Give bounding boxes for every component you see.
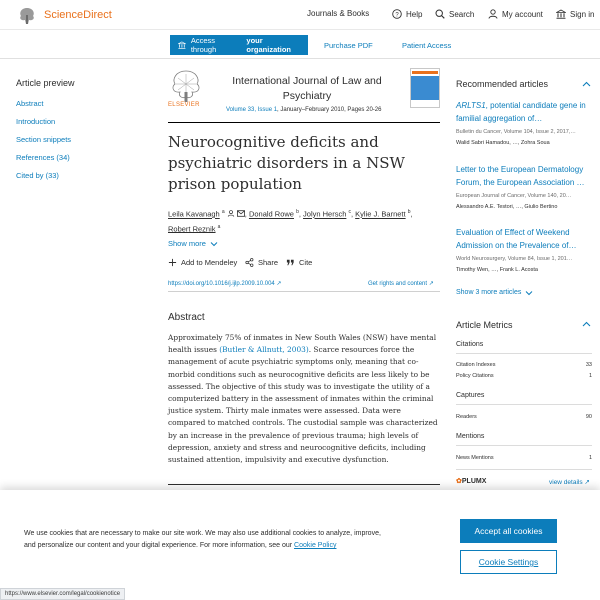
metric-value: 1 — [588, 455, 592, 461]
show-more-button[interactable] — [168, 239, 218, 248]
author-affiliation: b — [296, 209, 299, 215]
chevron-down-icon — [525, 290, 533, 296]
abstract-heading: Abstract — [168, 312, 205, 323]
recommended-article-link[interactable]: Evaluation of Effect of Weekend Admission on the Prevalence of… — [456, 228, 577, 250]
metrics-category: Captures — [456, 392, 485, 399]
metric-row — [456, 373, 592, 379]
left-nav-cited-by[interactable]: Cited by (33) — [16, 171, 59, 180]
help-icon — [392, 9, 402, 19]
view-details-link[interactable] — [549, 478, 590, 486]
chevron-up-icon[interactable] — [582, 320, 591, 329]
patient-access-link[interactable]: Patient Access — [402, 41, 452, 50]
author-link[interactable]: Robert Reznik — [168, 224, 216, 233]
accept-all-cookies-button[interactable]: Accept all cookies — [460, 519, 557, 543]
help-label: Help — [406, 9, 423, 19]
journals-books-link[interactable] — [307, 9, 369, 18]
elsevier-tree-logo-icon[interactable] — [16, 5, 38, 25]
sign-in-label: Sign in — [570, 9, 595, 19]
author-affiliation: a — [217, 223, 221, 230]
add-to-mendeley-button[interactable] — [168, 258, 237, 267]
recommended-article-authors: Timothy Wen, …, Frank L. Acosta — [456, 267, 538, 273]
sign-in-link[interactable] — [556, 9, 594, 19]
metric-row — [456, 362, 592, 368]
author-affiliation: c — [348, 209, 351, 215]
metric-value: 33 — [585, 362, 592, 368]
cite-button[interactable] — [286, 258, 312, 267]
recommended-article-source: Bulletin du Cancer, Volume 104, Issue 2, 2017,… — [456, 129, 576, 135]
plumx-logo — [456, 477, 486, 485]
article-metrics-heading[interactable]: Article Metrics — [456, 320, 513, 330]
left-nav-section-snippets[interactable]: Section snippets — [16, 135, 72, 144]
issue-date-pages: , January–February 2010, Pages 20-26 — [277, 107, 382, 113]
access-prefix-label: Access through — [190, 36, 217, 54]
recommended-article-link[interactable]: ARLTS1, potential candidate gene in familial aggregation of… — [456, 101, 586, 123]
plumx-wordmark: PLUMX — [461, 478, 487, 485]
my-account-label: My account — [502, 9, 543, 19]
cookie-message: We use cookies that are necessary to make our site work. We may also use additional cookies to analyze, improve, and personalize our content and your digital experience. For more information, see our — [24, 530, 381, 549]
recommended-article-authors: Walid Sabri Hamadou, …, Zohra Soua — [456, 140, 550, 146]
journal-cover-accent — [412, 71, 438, 74]
doi-link[interactable] — [168, 280, 281, 287]
article-title: Neurocognitive deficits and psychiatric disorders in a NSW prison population — [168, 133, 405, 193]
author-link[interactable]: Kylie J. Barnett — [355, 209, 406, 219]
divider — [168, 291, 440, 292]
volume-issue-link[interactable]: Volume 33, Issue 1 — [226, 107, 278, 113]
show-more-articles-label: Show 3 more articles — [456, 289, 522, 296]
cookie-policy-link[interactable]: Cookie Policy — [294, 542, 337, 549]
metrics-category: Citations — [456, 341, 484, 348]
chevron-up-icon[interactable] — [582, 80, 591, 89]
abstract-text-start: Approximately 75% of inmates in New South Wales (NSW) have mental health issues — [168, 333, 437, 355]
my-account-link[interactable] — [488, 9, 543, 19]
show-more-label: Show more — [168, 239, 206, 248]
author-affiliation: b — [407, 209, 411, 215]
author-link[interactable]: Donald Rowe — [248, 209, 294, 219]
sciencedirect-brand[interactable]: ScienceDirect — [44, 9, 112, 21]
rights-label: Get rights and content — [368, 281, 428, 287]
author-link[interactable]: Jolyn Hersch — [303, 209, 347, 219]
svg-text:?: ? — [395, 12, 399, 19]
recommended-article-link[interactable]: Letter to the European Dermatology Forum, the European Association … — [456, 165, 585, 187]
journal-issue-meta — [226, 107, 381, 113]
access-organization-label: your organization — [246, 36, 292, 54]
left-nav-abstract[interactable]: Abstract — [16, 99, 44, 108]
abstract-text-end: . Scarce resources force the management of acute psychiatric symptoms only, meaning that co-morbid conditions such as neurocognitive deficits are less likely to be assessed. The objective of this study was to investigate the utility of a computerized battery in the assessment of inmates within the criminal justice system. Thirty male inmates were assessed. Data were compared to matched controls. The custodial sample was characterized by an increase in the prevalence of previous trauma; high levels of depression, anxiety and stress and neurocognitive deficits, including sustained attention, impulsivity and executive dysfunction. — [168, 345, 438, 465]
divider — [456, 404, 592, 405]
journal-cover-image[interactable] — [410, 68, 440, 108]
metrics-category: Mentions — [456, 433, 485, 440]
metric-label: Policy Citations — [456, 373, 494, 379]
divider — [168, 484, 440, 485]
institution-icon — [556, 9, 566, 19]
metric-value: 90 — [585, 414, 592, 420]
divider — [168, 122, 440, 123]
author-link[interactable]: Leila Kavanagh — [168, 209, 220, 219]
purchase-pdf-link[interactable]: Purchase PDF — [324, 41, 373, 50]
cookie-notice-text — [24, 528, 384, 552]
show-more-articles-button[interactable] — [456, 289, 533, 296]
author-affiliation: a — [221, 209, 225, 215]
add-to-mendeley-label: Add to Mendeley — [181, 258, 238, 267]
get-rights-link[interactable] — [368, 280, 434, 287]
journal-title[interactable]: International Journal of Law and Psychiatry — [232, 75, 382, 102]
person-icon — [488, 9, 498, 19]
search-icon — [435, 9, 445, 19]
article-preview-heading: Article preview — [16, 78, 75, 88]
doi-label: https://doi.org/10.1016/j.ijlp.2009.10.004 — [168, 281, 275, 287]
metric-label: News Mentions — [456, 455, 494, 461]
metric-value: 1 — [588, 373, 592, 379]
recommended-article-authors: Alessandro A.E. Testori, …, Giulio Bertino — [456, 204, 558, 210]
email-icon[interactable] — [237, 210, 245, 217]
person-icon — [227, 210, 235, 217]
recommended-article-source: European Journal of Cancer, Volume 140, 20… — [456, 193, 572, 199]
abstract-text — [168, 332, 440, 466]
cookie-settings-button[interactable]: Cookie Settings — [460, 550, 557, 574]
external-link-icon: ↗ — [428, 281, 434, 287]
plumx-flower-icon: ✿ — [456, 478, 462, 485]
metric-label: Citation Indexes — [456, 362, 496, 368]
external-link-icon: ↗ — [276, 281, 282, 287]
cite-label: Cite — [299, 258, 313, 267]
elsevier-wordmark: ELSEVIER — [168, 102, 200, 108]
left-nav-introduction[interactable]: Introduction — [16, 117, 56, 126]
share-button[interactable] — [245, 258, 278, 267]
institution-icon — [178, 41, 186, 49]
quote-icon — [286, 258, 295, 267]
external-link-icon: ↗ — [584, 479, 590, 486]
help-link[interactable] — [392, 9, 422, 19]
access-through-organization-button[interactable] — [170, 35, 308, 55]
divider — [456, 469, 592, 470]
share-icon — [245, 258, 254, 267]
author-list: Leila Kavanagh $^a$ , Donald Rowe $^b$, Jolyn Hersch $^c$, Kylie J. Barnett $^b$, Robert Reznik $^a$ — [168, 209, 413, 233]
share-label: Share — [258, 258, 279, 267]
chevron-down-icon — [210, 241, 218, 247]
reference-citation-link[interactable]: (Butler & Allnutt, 2003) — [219, 345, 309, 355]
status-bar-url: https://www.elsevier.com/legal/cookienotice — [0, 588, 125, 600]
metric-row — [456, 414, 592, 420]
search-link[interactable] — [435, 9, 474, 19]
plus-icon — [168, 258, 177, 267]
left-nav-references[interactable]: References (34) — [16, 153, 70, 162]
divider — [456, 353, 592, 354]
search-label: Search — [449, 9, 475, 19]
recommended-articles-heading[interactable]: Recommended articles — [456, 79, 549, 89]
divider — [456, 445, 592, 446]
journals-books-label: Journals & Books — [307, 9, 370, 18]
metric-label: Readers — [456, 414, 477, 420]
view-details-label: view details — [549, 479, 583, 486]
recommended-article-source: World Neurosurgery, Volume 84, Issue 1, 201… — [456, 256, 573, 262]
metric-row — [456, 455, 592, 461]
